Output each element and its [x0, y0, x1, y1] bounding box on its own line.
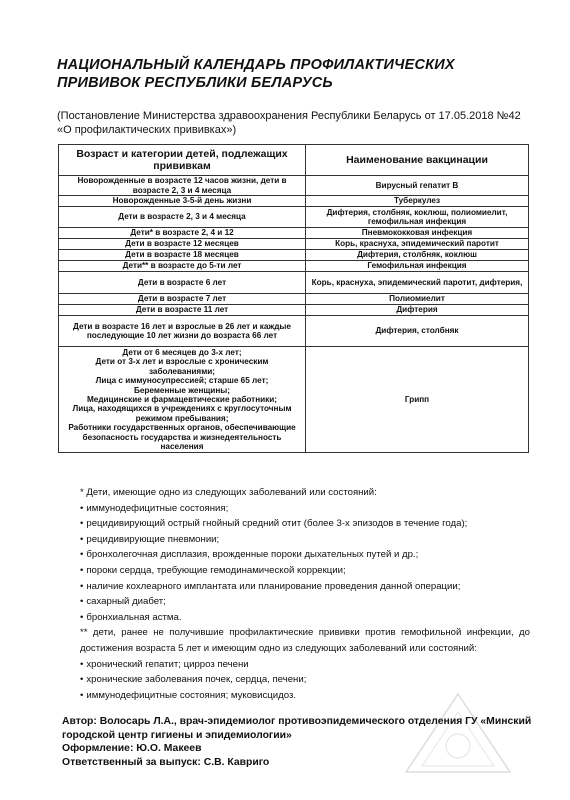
age-cell: Дети в возрасте 11 лет: [59, 305, 306, 316]
author-line: Автор: Волосарь Л.А., врач-эпидемиолог противоэпидемического отделения ГУ «Минский городской центр гигиены и эпидемиологии»: [62, 716, 532, 741]
flu-groups-cell: [59, 347, 306, 453]
table-row: [59, 196, 529, 207]
responsible-line: Ответственный за выпуск: С.В. Кавриго: [62, 756, 270, 768]
table-row: [59, 272, 529, 294]
star-note-item: • рецидивирующий острый гнойный средний отит (более 3-х эпизодов в течение года);: [80, 516, 530, 532]
dstar-note-item: • хронический гепатит; цирроз печени: [80, 657, 530, 673]
star-note-item: • иммунодефицитные состояния;: [80, 501, 530, 517]
flu-group-line: Беременные женщины;: [133, 385, 230, 395]
flu-group-line: Дети от 6 месяцев до 3-х лет;: [122, 348, 242, 357]
table-row: [59, 228, 529, 239]
table-row: [59, 305, 529, 316]
footnotes: [80, 485, 530, 703]
star-note-item: • рецидивирующие пневмонии;: [80, 532, 530, 548]
age-cell: Дети в возрасте 2, 3 и 4 месяца: [59, 207, 306, 228]
age-cell: Дети в возрасте 18 месяцев: [59, 250, 306, 261]
vaccine-cell: Дифтерия, столбняк, коклюш, полиомиелит, гемофильная инфекция: [306, 207, 529, 228]
vaccine-cell: Дифтерия, столбняк: [306, 316, 529, 347]
vaccine-cell: Гемофильная инфекция: [306, 261, 529, 272]
vaccine-cell: Туберкулез: [306, 196, 529, 207]
age-cell: Дети в возрасте 7 лет: [59, 294, 306, 305]
vaccine-cell: Вирусный гепатит В: [306, 176, 529, 196]
flu-group-line: Работники государственных органов, обеспечивающие безопасность государства и жизнедеятельность населения: [68, 423, 296, 452]
age-cell: Новорожденные в возрасте 12 часов жизни, дети в возрасте 2, 3 и 4 месяца: [59, 176, 306, 196]
table-row: [59, 316, 529, 347]
table-row: [59, 239, 529, 250]
flu-group-line: Медицинские и фармацевтические работники;: [86, 395, 278, 405]
flu-row: [59, 347, 529, 453]
header-vaccine: Наименование вакцинации: [306, 145, 529, 176]
header-age: Возраст и категории детей, подлежащих прививкам: [59, 145, 306, 176]
star-note-item: • бронхолегочная дисплазия, врожденные пороки дыхательных путей и др.;: [80, 547, 530, 563]
table-row: [59, 207, 529, 228]
design-line: Оформление: Ю.О. Макеев: [62, 743, 202, 755]
age-cell: Дети* в возрасте 2, 4 и 12: [59, 228, 306, 239]
age-cell: Дети в возрасте 6 лет: [59, 272, 306, 294]
flu-group-line: Лица, находящихся в учреждениях с круглосуточным режимом пребывания;: [72, 404, 292, 423]
age-cell: Новорожденные 3-5-й день жизни: [59, 196, 306, 207]
dstar-note-item: • хронические заболевания почек, сердца, печени;: [80, 672, 530, 688]
table-header-row: [59, 145, 529, 176]
credits: [62, 715, 532, 769]
star-note-intro: * Дети, имеющие одно из следующих заболеваний или состояний:: [80, 487, 377, 498]
star-note-item: • наличие кохлеарного имплантата или планирование проведения данной операции;: [80, 579, 530, 595]
star-note-item: • бронхиальная астма.: [80, 610, 530, 626]
table-row: [59, 294, 529, 305]
flu-group-line: Дети от 3-х лет и взрослые с хроническим заболеваниями;: [95, 357, 269, 376]
vaccination-table: [58, 144, 529, 453]
dstar-note-item: • иммунодефицитные состояния; муковисцидоз.: [80, 688, 530, 704]
table-row: [59, 176, 529, 196]
vaccine-cell: Пневмококковая инфекция: [306, 228, 529, 239]
table-row: [59, 250, 529, 261]
vaccine-cell: Дифтерия, столбняк, коклюш: [306, 250, 529, 261]
flu-group-line: Лица с иммуносупрессией; старше 65 лет;: [95, 376, 269, 386]
age-cell: Дети** в возрасте до 5-ти лет: [59, 261, 306, 272]
star-note-item: • пороки сердца, требующие гемодинамической коррекции;: [80, 563, 530, 579]
vaccine-cell: Полиомиелит: [306, 294, 529, 305]
age-cell: Дети в возрасте 16 лет и взрослые в 26 лет и каждые последующие 10 лет жизни до возраста 66 лет: [59, 316, 306, 347]
vaccine-cell: Корь, краснуха, эпидемический паротит: [306, 239, 529, 250]
star-note-item: • сахарный диабет;: [80, 594, 530, 610]
table-row: [59, 261, 529, 272]
dstar-note-intro: ** дети, ранее не получившие профилактические прививки против гемофильной инфекции, до достижения возраста 5 лет и имеющим одно из следующих заболеваний или состояний:: [80, 627, 530, 654]
flu-vaccine-cell: Грипп: [306, 347, 529, 453]
age-cell: Дети в возрасте 12 месяцев: [59, 239, 306, 250]
document-subtitle: (Постановление Министерства здравоохранения Республики Беларусь от 17.05.2018 №42 «О профилактических прививках»): [57, 110, 521, 136]
vaccine-cell: Корь, краснуха, эпидемический паротит, дифтерия,: [306, 272, 529, 294]
vaccine-cell: Дифтерия: [306, 305, 529, 316]
document-title: НАЦИОНАЛЬНЫЙ КАЛЕНДАРЬ ПРОФИЛАКТИЧЕСКИХ ПРИВИВОК РЕСПУБЛИКИ БЕЛАРУСЬ: [57, 57, 455, 91]
